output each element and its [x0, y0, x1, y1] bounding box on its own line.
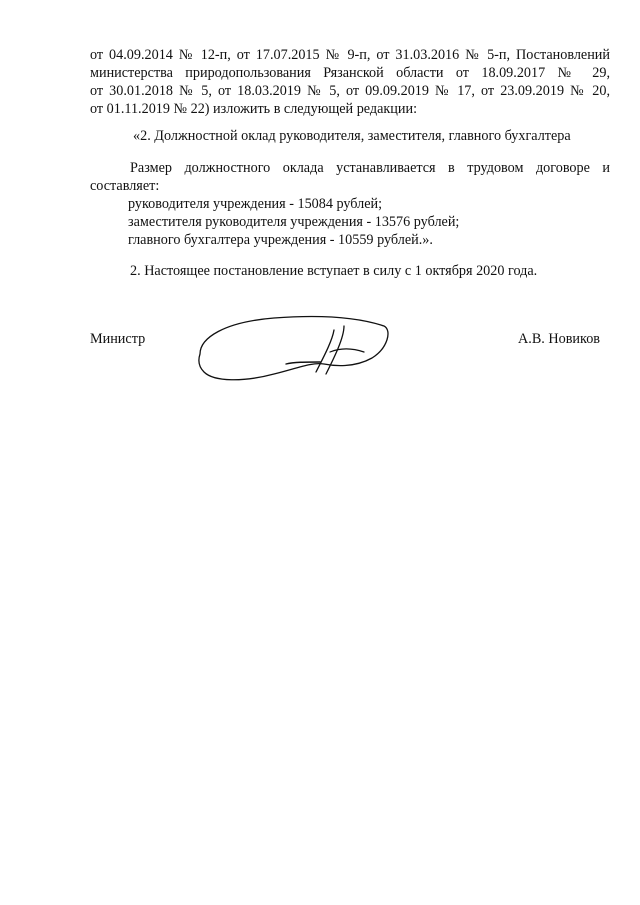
- text-line: составляет:: [90, 178, 160, 194]
- salary-item: руководителя учреждения - 15084 рублей;: [128, 196, 383, 212]
- text-line: «2. Должностной оклад руководителя, заместителя, главного бухгалтера: [133, 128, 571, 144]
- text-line: министерства природопользования Рязанской области от 18.09.2017 № 29,: [90, 65, 610, 81]
- signature-block: [90, 330, 610, 390]
- signatory-title: Министр: [90, 331, 146, 347]
- text-line: от 01.11.2019 № 22) изложить в следующей редакции:: [90, 101, 418, 117]
- effective-date-paragraph: [130, 262, 590, 280]
- handwritten-signature: [194, 308, 394, 388]
- salary-list: [128, 195, 588, 249]
- salary-item: заместителя руководителя учреждения - 13576 рублей;: [128, 214, 460, 230]
- quoted-clause-heading: [133, 127, 613, 145]
- salary-item: главного бухгалтера учреждения - 10559 рублей.».: [128, 232, 433, 248]
- text-line: от 04.09.2014 № 12-п, от 17.07.2015 № 9-п, от 31.03.2016 № 5-п, Постановлений: [90, 47, 610, 63]
- signatory-name: А.В. Новиков: [518, 331, 600, 347]
- text-line: Размер должностного оклада устанавливается в трудовом договоре и: [130, 160, 610, 176]
- salary-intro-paragraph: [90, 159, 610, 195]
- text-line: 2. Настоящее постановление вступает в силу с 1 октября 2020 года.: [130, 263, 538, 279]
- text-line: от 30.01.2018 № 5, от 18.03.2019 № 5, от 09.09.2019 № 17, от 23.09.2019 № 20,: [90, 83, 610, 99]
- amendment-paragraph: [90, 46, 610, 118]
